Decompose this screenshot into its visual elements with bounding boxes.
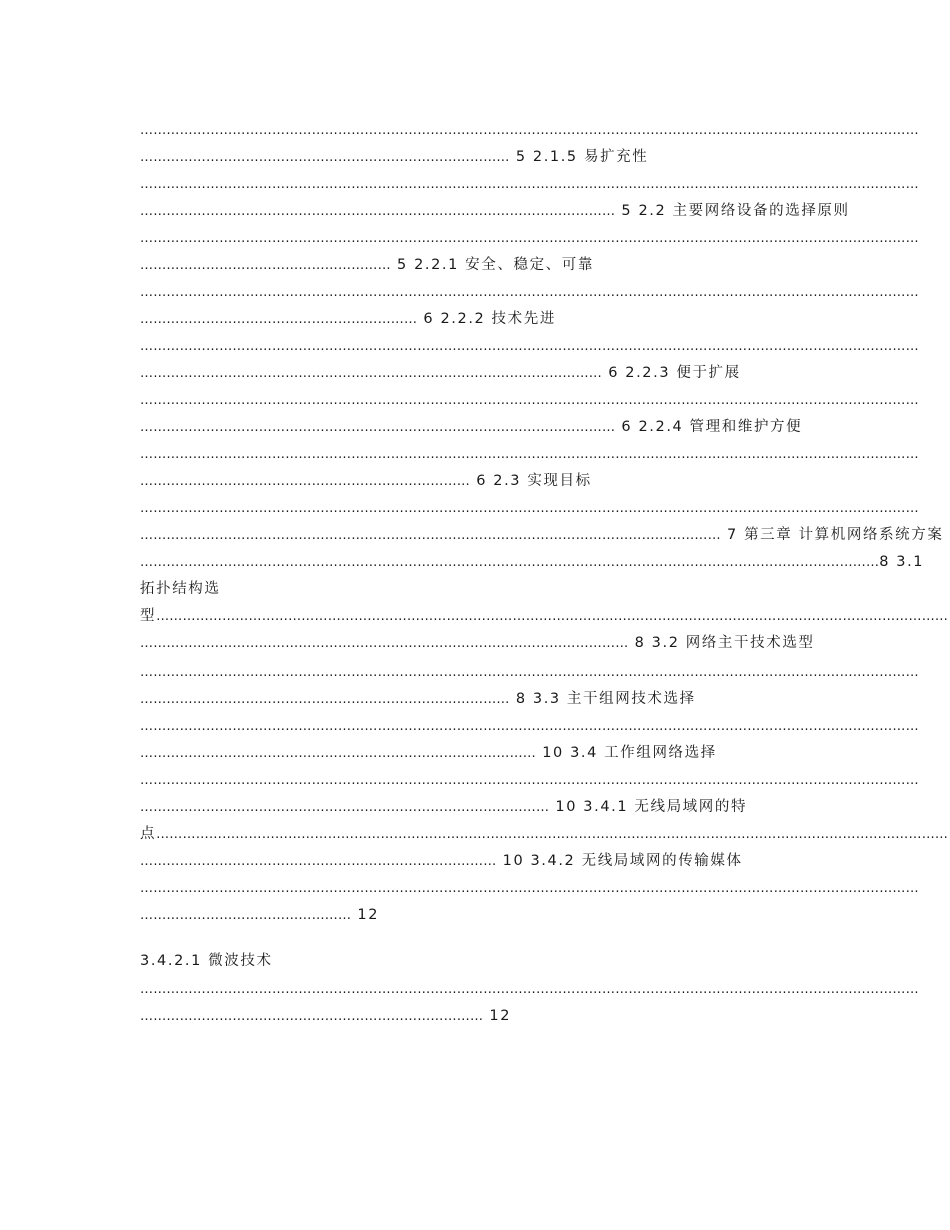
toc-line [140,741,810,765]
toc-line [140,199,850,223]
toc-line [140,226,919,250]
dot-leader: ………………………………………………………………………………… [140,800,550,815]
dot-leader: ………………………………………… [140,908,352,923]
toc-line [140,415,810,439]
toc-line [140,523,944,547]
dot-leader: ……………………………………………………………………………………………………………………………………………………………… [156,609,949,624]
toc-line [140,714,919,738]
toc-line [140,795,810,819]
toc-line [140,876,919,900]
toc-line [140,550,925,574]
toc-line [140,687,810,711]
toc-text: 型 [140,608,157,624]
toc-text: 6 2.3 实现目标 [476,473,592,489]
toc-line [140,280,919,304]
dot-leader: ……………………………………………………………………… [140,854,497,869]
dot-leader: …………………………………………………………………………………………………………………………………………………………… [140,339,919,354]
dot-leader: ………………………………………………………………………… [140,692,510,707]
dot-leader: …………………………………………………………………………………………………………………………………………………………… [140,123,919,138]
dot-leader: ………………………………………………………………………………………………… [140,636,629,651]
toc-text: 6 2.2.3 便于扩展 [608,365,741,381]
toc-line [140,631,815,655]
toc-text: 12 [489,1008,512,1024]
dot-leader: …………………………………………………………………………………………………………………………………………………………… [140,177,919,192]
dot-leader: …………………………………………………………………………………………………………………………………………………………… [140,393,919,408]
toc-line [140,660,919,684]
toc-text: 点 [140,826,157,842]
toc-line [140,442,919,466]
toc-line [140,1004,810,1028]
toc-text: 10 3.4 工作组网络选择 [542,745,717,761]
dot-leader: ………………………………………………… [140,258,391,273]
toc-line [140,949,810,973]
toc-text: 10 3.4.1 无线局域网的特 [555,799,748,815]
toc-line [140,977,919,1001]
toc-text: 3.4.2.1 微波技术 [140,953,273,969]
toc-line [140,903,810,927]
dot-leader: …………………………………………………………………………………………………………………… [140,528,721,543]
dot-leader: …………………………………………………………………………………………………………………………………………………………… [140,285,919,300]
dot-leader: …………………………………………………………………………………………………………………………………………………………… [140,773,919,788]
toc-text: 10 3.4.2 无线局域网的传输媒体 [502,853,743,869]
dot-leader: ………………………………………………………………… [140,474,470,489]
dot-leader: …………………………………………………………………………………………………………………………………………………………… [140,231,919,246]
toc-text: 8 3.3 主干组网技术选择 [515,691,696,707]
dot-leader: ……………………………………………………………………………………………… [140,204,616,219]
dot-leader: …………………………………………………………………………………………………………………………………………………………… [140,881,919,896]
dot-leader: ……………………………………………………… [140,312,418,327]
toc-line [140,307,810,331]
dot-leader: ……………………………………………………………………………… [140,746,536,761]
toc-line [140,822,949,846]
dot-leader: …………………………………………………………………………………………………………………………………………………………… [140,501,919,516]
toc-line [140,172,919,196]
toc-text: 7 第三章 计算机网络系统方案 [727,527,944,543]
dot-leader: …………………………………………………………………………………………………………………………………………………… [140,555,880,570]
toc-line [140,604,949,628]
dot-leader: …………………………………………………………………………………………………………………………………………………………… [140,982,919,997]
toc-text: 5 2.1.5 易扩充性 [515,149,649,165]
dot-leader: …………………………………………………………………… [140,1009,484,1024]
toc-line [140,496,919,520]
toc-line [140,145,810,169]
toc-text: 6 2.2.2 技术先进 [423,311,556,327]
dot-leader: …………………………………………………………………………………………………………………………………………………………… [140,447,919,462]
toc-text: 6 2.2.4 管理和维护方便 [621,419,803,435]
toc-text: 5 2.2.1 安全、稳定、可靠 [397,257,594,273]
dot-leader: …………………………………………………………………………………………… [140,366,602,381]
toc-line [140,849,810,873]
toc-text: 8 3.2 网络主干技术选型 [634,635,815,651]
dot-leader: ……………………………………………………………………………………………… [140,420,616,435]
toc-line [140,361,810,385]
toc-line [140,768,919,792]
toc-line [140,469,810,493]
toc-line [140,388,919,412]
toc-line [140,577,810,601]
toc-line [140,118,919,142]
dot-leader: ……………………………………………………………………………………………………………………………………………………………… [156,827,949,842]
dot-leader: …………………………………………………………………………………………………………………………………………………………… [140,719,919,734]
toc-text: 8 3.1 [879,554,925,570]
dot-leader: ………………………………………………………………………… [140,150,510,165]
toc-line [140,253,810,277]
dot-leader: …………………………………………………………………………………………………………………………………………………………… [140,665,919,680]
toc-text: 5 2.2 主要网络设备的选择原则 [621,203,850,219]
toc-text: 拓扑结构选 [140,581,221,597]
toc-text: 12 [357,907,380,923]
toc-line [140,334,919,358]
